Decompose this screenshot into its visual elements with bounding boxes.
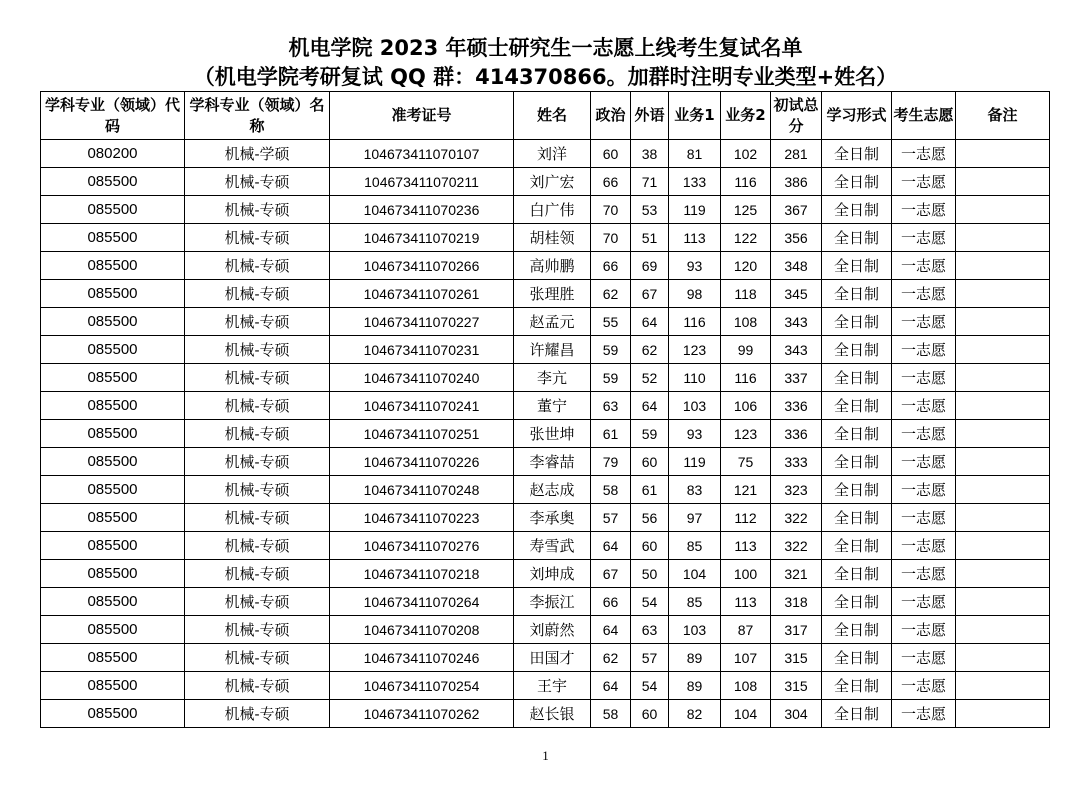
cell-total-score: 386	[771, 168, 822, 196]
table-row	[41, 476, 1050, 504]
cell-politics: 70	[591, 224, 631, 252]
cell-study-mode: 全日制	[822, 168, 892, 196]
cell-subject-1: 123	[669, 336, 721, 364]
cell-discipline-code: 085500	[41, 252, 185, 280]
cell-politics: 70	[591, 196, 631, 224]
cell-discipline-code: 085500	[41, 672, 185, 700]
cell-discipline-name: 机械-专硕	[185, 560, 330, 588]
cell-exam-number: 104673411070241	[330, 392, 514, 420]
cell-study-mode: 全日制	[822, 504, 892, 532]
cell-name: 高帅鹏	[514, 252, 591, 280]
table-row	[41, 336, 1050, 364]
header-subject-1: 业务1	[669, 92, 721, 140]
cell-preference: 一志愿	[892, 280, 956, 308]
cell-discipline-name: 机械-专硕	[185, 252, 330, 280]
cell-foreign-language: 62	[631, 336, 669, 364]
cell-subject-1: 97	[669, 504, 721, 532]
cell-name: 许耀昌	[514, 336, 591, 364]
cell-politics: 60	[591, 140, 631, 168]
cell-name: 李振江	[514, 588, 591, 616]
cell-study-mode: 全日制	[822, 700, 892, 728]
cell-study-mode: 全日制	[822, 140, 892, 168]
cell-study-mode: 全日制	[822, 392, 892, 420]
cell-politics: 59	[591, 364, 631, 392]
cell-discipline-name: 机械-专硕	[185, 392, 330, 420]
cell-total-score: 323	[771, 476, 822, 504]
cell-subject-1: 89	[669, 644, 721, 672]
cell-total-score: 336	[771, 392, 822, 420]
table-row	[41, 140, 1050, 168]
cell-politics: 79	[591, 448, 631, 476]
cell-preference: 一志愿	[892, 168, 956, 196]
cell-name: 李亢	[514, 364, 591, 392]
cell-total-score: 367	[771, 196, 822, 224]
cell-foreign-language: 67	[631, 280, 669, 308]
cell-total-score: 333	[771, 448, 822, 476]
cell-name: 刘蔚然	[514, 616, 591, 644]
cell-study-mode: 全日制	[822, 672, 892, 700]
cell-exam-number: 104673411070264	[330, 588, 514, 616]
cell-foreign-language: 64	[631, 392, 669, 420]
header-discipline-name: 学科专业（领域）名称	[185, 92, 330, 140]
cell-remarks	[956, 168, 1050, 196]
cell-politics: 57	[591, 504, 631, 532]
cell-total-score: 321	[771, 560, 822, 588]
cell-politics: 58	[591, 700, 631, 728]
cell-preference: 一志愿	[892, 364, 956, 392]
cell-discipline-code: 085500	[41, 504, 185, 532]
cell-total-score: 348	[771, 252, 822, 280]
cell-discipline-code: 085500	[41, 420, 185, 448]
cell-subject-1: 85	[669, 532, 721, 560]
cell-remarks	[956, 140, 1050, 168]
cell-foreign-language: 61	[631, 476, 669, 504]
cell-study-mode: 全日制	[822, 644, 892, 672]
cell-discipline-code: 085500	[41, 644, 185, 672]
cell-foreign-language: 50	[631, 560, 669, 588]
cell-exam-number: 104673411070251	[330, 420, 514, 448]
cell-preference: 一志愿	[892, 308, 956, 336]
table-row	[41, 532, 1050, 560]
table-row	[41, 196, 1050, 224]
cell-foreign-language: 71	[631, 168, 669, 196]
cell-study-mode: 全日制	[822, 308, 892, 336]
cell-discipline-name: 机械-专硕	[185, 616, 330, 644]
cell-discipline-code: 085500	[41, 336, 185, 364]
cell-name: 田国才	[514, 644, 591, 672]
cell-discipline-name: 机械-专硕	[185, 700, 330, 728]
cell-exam-number: 104673411070240	[330, 364, 514, 392]
cell-preference: 一志愿	[892, 700, 956, 728]
cell-remarks	[956, 504, 1050, 532]
cell-subject-2: 122	[721, 224, 771, 252]
cell-study-mode: 全日制	[822, 336, 892, 364]
cell-remarks	[956, 672, 1050, 700]
cell-subject-1: 116	[669, 308, 721, 336]
cell-exam-number: 104673411070231	[330, 336, 514, 364]
cell-discipline-name: 机械-专硕	[185, 224, 330, 252]
cell-subject-1: 110	[669, 364, 721, 392]
cell-discipline-name: 机械-专硕	[185, 280, 330, 308]
cell-discipline-name: 机械-专硕	[185, 588, 330, 616]
cell-preference: 一志愿	[892, 252, 956, 280]
cell-name: 董宁	[514, 392, 591, 420]
cell-subject-2: 75	[721, 448, 771, 476]
cell-total-score: 317	[771, 616, 822, 644]
cell-total-score: 337	[771, 364, 822, 392]
cell-foreign-language: 64	[631, 308, 669, 336]
cell-total-score: 356	[771, 224, 822, 252]
cell-preference: 一志愿	[892, 420, 956, 448]
cell-subject-2: 107	[721, 644, 771, 672]
cell-politics: 64	[591, 532, 631, 560]
cell-exam-number: 104673411070262	[330, 700, 514, 728]
table-row	[41, 700, 1050, 728]
cell-discipline-code: 085500	[41, 196, 185, 224]
cell-remarks	[956, 392, 1050, 420]
table-row	[41, 616, 1050, 644]
cell-discipline-code: 085500	[41, 476, 185, 504]
table-row	[41, 224, 1050, 252]
cell-study-mode: 全日制	[822, 588, 892, 616]
cell-study-mode: 全日制	[822, 448, 892, 476]
table-row	[41, 308, 1050, 336]
cell-subject-1: 83	[669, 476, 721, 504]
cell-remarks	[956, 280, 1050, 308]
table-row	[41, 420, 1050, 448]
cell-remarks	[956, 644, 1050, 672]
cell-subject-2: 108	[721, 672, 771, 700]
cell-subject-1: 119	[669, 196, 721, 224]
cell-name: 李睿喆	[514, 448, 591, 476]
cell-preference: 一志愿	[892, 448, 956, 476]
cell-subject-2: 102	[721, 140, 771, 168]
cell-subject-1: 89	[669, 672, 721, 700]
cell-name: 张理胜	[514, 280, 591, 308]
cell-remarks	[956, 420, 1050, 448]
cell-exam-number: 104673411070261	[330, 280, 514, 308]
cell-preference: 一志愿	[892, 644, 956, 672]
cell-discipline-name: 机械-专硕	[185, 168, 330, 196]
cell-exam-number: 104673411070226	[330, 448, 514, 476]
cell-exam-number: 104673411070211	[330, 168, 514, 196]
cell-politics: 62	[591, 280, 631, 308]
cell-total-score: 322	[771, 504, 822, 532]
header-total-score: 初试总分	[771, 92, 822, 140]
cell-remarks	[956, 560, 1050, 588]
cell-total-score: 336	[771, 420, 822, 448]
cell-preference: 一志愿	[892, 532, 956, 560]
header-preference: 考生志愿	[892, 92, 956, 140]
cell-remarks	[956, 196, 1050, 224]
cell-politics: 59	[591, 336, 631, 364]
cell-preference: 一志愿	[892, 336, 956, 364]
cell-politics: 66	[591, 168, 631, 196]
cell-subject-2: 100	[721, 560, 771, 588]
cell-total-score: 304	[771, 700, 822, 728]
document-subtitle: （机电学院考研复试 QQ 群：414370866。加群时注明专业类型+姓名）	[193, 65, 898, 89]
cell-total-score: 343	[771, 336, 822, 364]
cell-exam-number: 104673411070254	[330, 672, 514, 700]
cell-preference: 一志愿	[892, 392, 956, 420]
table-row	[41, 504, 1050, 532]
cell-preference: 一志愿	[892, 588, 956, 616]
cell-exam-number: 104673411070107	[330, 140, 514, 168]
cell-politics: 66	[591, 588, 631, 616]
cell-foreign-language: 63	[631, 616, 669, 644]
cell-remarks	[956, 532, 1050, 560]
cell-discipline-code: 085500	[41, 224, 185, 252]
header-politics: 政治	[591, 92, 631, 140]
cell-discipline-code: 085500	[41, 364, 185, 392]
cell-subject-1: 119	[669, 448, 721, 476]
cell-total-score: 318	[771, 588, 822, 616]
cell-discipline-name: 机械-专硕	[185, 308, 330, 336]
cell-politics: 55	[591, 308, 631, 336]
header-remarks: 备注	[956, 92, 1050, 140]
cell-subject-1: 85	[669, 588, 721, 616]
cell-remarks	[956, 448, 1050, 476]
cell-subject-2: 87	[721, 616, 771, 644]
cell-name: 张世坤	[514, 420, 591, 448]
cell-subject-2: 123	[721, 420, 771, 448]
cell-preference: 一志愿	[892, 196, 956, 224]
cell-politics: 66	[591, 252, 631, 280]
cell-remarks	[956, 616, 1050, 644]
cell-discipline-name: 机械-专硕	[185, 448, 330, 476]
cell-exam-number: 104673411070276	[330, 532, 514, 560]
cell-preference: 一志愿	[892, 616, 956, 644]
cell-subject-1: 103	[669, 392, 721, 420]
cell-preference: 一志愿	[892, 476, 956, 504]
cell-discipline-code: 085500	[41, 392, 185, 420]
cell-subject-2: 113	[721, 532, 771, 560]
cell-remarks	[956, 252, 1050, 280]
cell-name: 白广伟	[514, 196, 591, 224]
cell-exam-number: 104673411070223	[330, 504, 514, 532]
cell-preference: 一志愿	[892, 140, 956, 168]
cell-subject-2: 108	[721, 308, 771, 336]
cell-foreign-language: 69	[631, 252, 669, 280]
cell-name: 刘坤成	[514, 560, 591, 588]
cell-preference: 一志愿	[892, 224, 956, 252]
cell-discipline-name: 机械-专硕	[185, 364, 330, 392]
cell-name: 赵志成	[514, 476, 591, 504]
table-row	[41, 644, 1050, 672]
cell-preference: 一志愿	[892, 504, 956, 532]
cell-study-mode: 全日制	[822, 252, 892, 280]
cell-discipline-code: 085500	[41, 280, 185, 308]
header-study-mode: 学习形式	[822, 92, 892, 140]
cell-discipline-code: 085500	[41, 448, 185, 476]
cell-exam-number: 104673411070236	[330, 196, 514, 224]
cell-exam-number: 104673411070219	[330, 224, 514, 252]
page-number: 1	[542, 748, 549, 763]
cell-exam-number: 104673411070266	[330, 252, 514, 280]
cell-subject-2: 121	[721, 476, 771, 504]
cell-subject-2: 99	[721, 336, 771, 364]
header-exam-number: 准考证号	[330, 92, 514, 140]
cell-study-mode: 全日制	[822, 560, 892, 588]
cell-name: 赵长银	[514, 700, 591, 728]
cell-subject-1: 103	[669, 616, 721, 644]
cell-subject-2: 125	[721, 196, 771, 224]
cell-exam-number: 104673411070227	[330, 308, 514, 336]
cell-foreign-language: 60	[631, 448, 669, 476]
candidate-table	[40, 91, 1050, 728]
cell-discipline-code: 085500	[41, 168, 185, 196]
cell-subject-2: 104	[721, 700, 771, 728]
cell-discipline-code: 085500	[41, 616, 185, 644]
cell-discipline-name: 机械-专硕	[185, 532, 330, 560]
header-foreign-language: 外语	[631, 92, 669, 140]
cell-discipline-name: 机械-专硕	[185, 336, 330, 364]
cell-study-mode: 全日制	[822, 364, 892, 392]
cell-subject-2: 112	[721, 504, 771, 532]
cell-discipline-code: 085500	[41, 560, 185, 588]
cell-foreign-language: 57	[631, 644, 669, 672]
cell-discipline-name: 机械-学硕	[185, 140, 330, 168]
cell-politics: 64	[591, 616, 631, 644]
cell-discipline-code: 085500	[41, 588, 185, 616]
cell-name: 刘广宏	[514, 168, 591, 196]
cell-foreign-language: 38	[631, 140, 669, 168]
cell-subject-1: 93	[669, 252, 721, 280]
table-row	[41, 252, 1050, 280]
cell-discipline-code: 085500	[41, 700, 185, 728]
cell-total-score: 322	[771, 532, 822, 560]
cell-subject-2: 106	[721, 392, 771, 420]
cell-subject-2: 118	[721, 280, 771, 308]
table-row	[41, 168, 1050, 196]
cell-discipline-name: 机械-专硕	[185, 504, 330, 532]
cell-study-mode: 全日制	[822, 532, 892, 560]
cell-name: 寿雪武	[514, 532, 591, 560]
cell-remarks	[956, 336, 1050, 364]
cell-remarks	[956, 224, 1050, 252]
cell-remarks	[956, 476, 1050, 504]
table-row	[41, 392, 1050, 420]
cell-discipline-name: 机械-专硕	[185, 420, 330, 448]
cell-preference: 一志愿	[892, 560, 956, 588]
cell-subject-1: 98	[669, 280, 721, 308]
cell-study-mode: 全日制	[822, 476, 892, 504]
cell-exam-number: 104673411070246	[330, 644, 514, 672]
cell-politics: 58	[591, 476, 631, 504]
document-title: 机电学院 2023 年硕士研究生一志愿上线考生复试名单	[288, 36, 803, 60]
header-name: 姓名	[514, 92, 591, 140]
cell-study-mode: 全日制	[822, 196, 892, 224]
cell-discipline-code: 080200	[41, 140, 185, 168]
cell-foreign-language: 60	[631, 532, 669, 560]
cell-foreign-language: 59	[631, 420, 669, 448]
cell-study-mode: 全日制	[822, 280, 892, 308]
header-discipline-code: 学科专业（领域）代码	[41, 92, 185, 140]
cell-study-mode: 全日制	[822, 224, 892, 252]
cell-subject-2: 120	[721, 252, 771, 280]
cell-study-mode: 全日制	[822, 616, 892, 644]
cell-name: 王宇	[514, 672, 591, 700]
cell-name: 胡桂领	[514, 224, 591, 252]
cell-name: 赵孟元	[514, 308, 591, 336]
cell-discipline-name: 机械-专硕	[185, 672, 330, 700]
cell-total-score: 345	[771, 280, 822, 308]
cell-subject-1: 113	[669, 224, 721, 252]
header-subject-2: 业务2	[721, 92, 771, 140]
cell-subject-2: 116	[721, 364, 771, 392]
cell-politics: 61	[591, 420, 631, 448]
table-row	[41, 280, 1050, 308]
cell-foreign-language: 51	[631, 224, 669, 252]
cell-total-score: 315	[771, 672, 822, 700]
cell-subject-1: 82	[669, 700, 721, 728]
table-row	[41, 588, 1050, 616]
cell-total-score: 343	[771, 308, 822, 336]
cell-discipline-name: 机械-专硕	[185, 476, 330, 504]
cell-foreign-language: 53	[631, 196, 669, 224]
cell-remarks	[956, 308, 1050, 336]
cell-subject-1: 104	[669, 560, 721, 588]
cell-discipline-code: 085500	[41, 308, 185, 336]
cell-preference: 一志愿	[892, 672, 956, 700]
cell-politics: 67	[591, 560, 631, 588]
cell-subject-2: 116	[721, 168, 771, 196]
cell-discipline-code: 085500	[41, 532, 185, 560]
cell-subject-2: 113	[721, 588, 771, 616]
cell-exam-number: 104673411070208	[330, 616, 514, 644]
cell-foreign-language: 56	[631, 504, 669, 532]
cell-name: 李承奥	[514, 504, 591, 532]
cell-subject-1: 81	[669, 140, 721, 168]
cell-total-score: 315	[771, 644, 822, 672]
table-row	[41, 364, 1050, 392]
cell-study-mode: 全日制	[822, 420, 892, 448]
table-row	[41, 560, 1050, 588]
cell-remarks	[956, 588, 1050, 616]
cell-discipline-name: 机械-专硕	[185, 196, 330, 224]
table-row	[41, 448, 1050, 476]
cell-exam-number: 104673411070218	[330, 560, 514, 588]
cell-remarks	[956, 700, 1050, 728]
cell-subject-1: 93	[669, 420, 721, 448]
cell-politics: 62	[591, 644, 631, 672]
cell-exam-number: 104673411070248	[330, 476, 514, 504]
cell-total-score: 281	[771, 140, 822, 168]
cell-foreign-language: 52	[631, 364, 669, 392]
cell-remarks	[956, 364, 1050, 392]
cell-politics: 64	[591, 672, 631, 700]
cell-politics: 63	[591, 392, 631, 420]
cell-foreign-language: 54	[631, 588, 669, 616]
cell-subject-1: 133	[669, 168, 721, 196]
cell-foreign-language: 60	[631, 700, 669, 728]
cell-name: 刘洋	[514, 140, 591, 168]
cell-foreign-language: 54	[631, 672, 669, 700]
table-row	[41, 672, 1050, 700]
table-header-row	[41, 92, 1050, 140]
cell-discipline-name: 机械-专硕	[185, 644, 330, 672]
